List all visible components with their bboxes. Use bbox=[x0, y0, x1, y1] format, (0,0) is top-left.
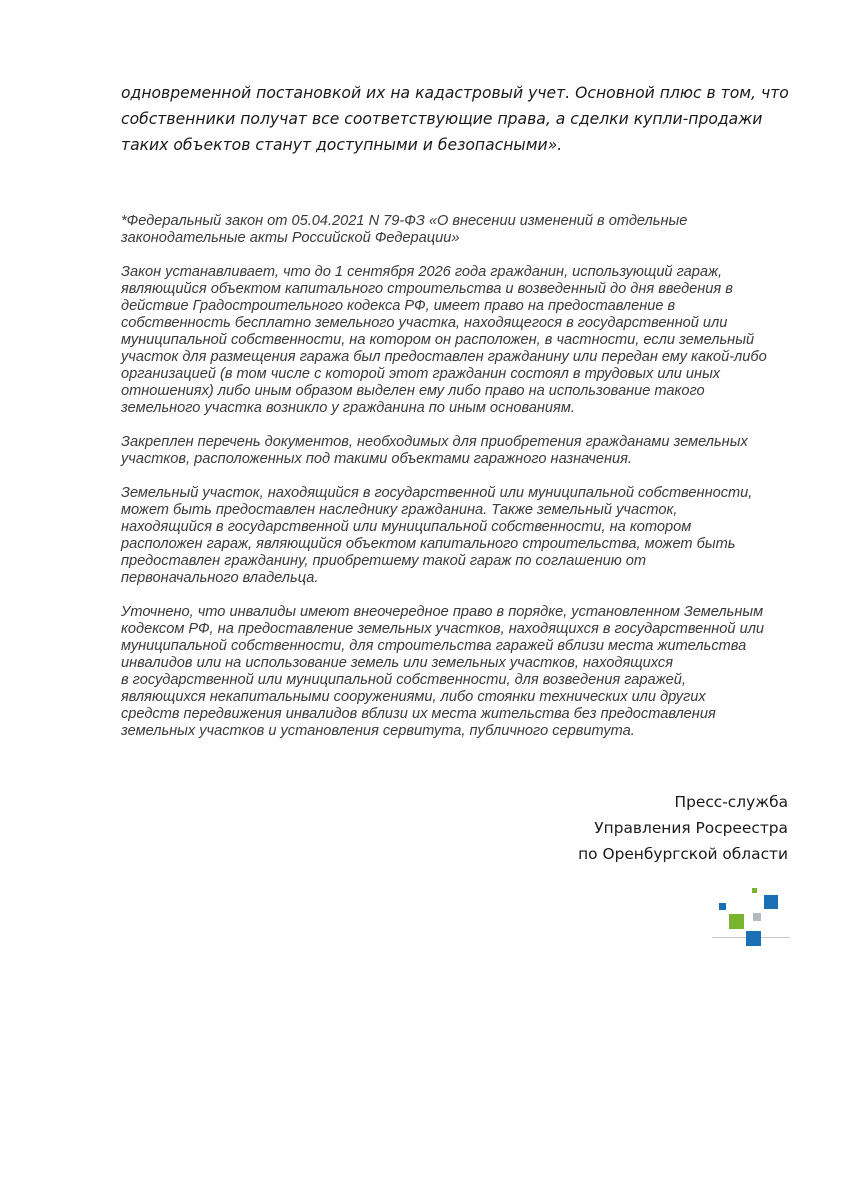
text-line: земельного участка возникло у гражданина по иным основаниям. bbox=[121, 400, 575, 416]
text-line: являющихся некапитальными сооружениями, либо стоянки технических или других bbox=[121, 689, 706, 705]
logo-square bbox=[729, 914, 744, 929]
footnote-paragraph bbox=[121, 434, 801, 468]
footnote-block bbox=[121, 213, 801, 740]
text-line: *Федеральный закон от 05.04.2021 N 79-ФЗ «О внесении изменений в отдельные bbox=[121, 213, 688, 229]
text-line: являющийся объектом капитального строительства и возведенный до дня введения в bbox=[121, 281, 733, 297]
signature-line: по Оренбургской области bbox=[578, 845, 788, 863]
text-line: участок для размещения гаража был предоставлен гражданину или передан ему какой-либо bbox=[121, 349, 767, 365]
text-line: кодексом РФ, на предоставление земельных участков, находящихся в государственной или bbox=[121, 621, 765, 637]
text-line: муниципальной собственности, для строительства гаражей вблизи места жительства bbox=[121, 638, 747, 654]
text-line: Уточнено, что инвалиды имеют внеочередное право в порядке, установленном Земельным bbox=[121, 604, 764, 620]
text-line: Закон устанавливает, что до 1 сентября 2026 года гражданин, использующий гараж, bbox=[121, 264, 723, 280]
text-line: муниципальной собственности, на котором он расположен, в частности, если земельный bbox=[121, 332, 755, 348]
text-line: инвалидов или на использование земель или земельных участков, находящихся bbox=[121, 655, 674, 671]
logo-square bbox=[746, 931, 761, 946]
text-line: собственность бесплатно земельного участка, находящегося в государственной или bbox=[121, 315, 728, 331]
press-service-signature bbox=[578, 789, 788, 867]
text-line: может быть предоставлен наследнику гражданина. Также земельный участок, bbox=[121, 502, 678, 518]
text-line: законодательные акты Российской Федерации» bbox=[121, 230, 460, 246]
text-line: земельных участков и установления сервитута, публичного сервитута. bbox=[121, 723, 635, 739]
lead-line: одновременной постановкой их на кадастровый учет. Основной плюс в том, что bbox=[121, 84, 789, 102]
text-line: находящийся в государственной или муниципальной собственности, на котором bbox=[121, 519, 692, 535]
text-line: расположен гараж, являющийся объектом капитального строительства, может быть bbox=[121, 536, 736, 552]
footnote-paragraph bbox=[121, 604, 801, 740]
logo-square bbox=[764, 895, 778, 909]
text-line: Земельный участок, находящийся в государственной или муниципальной собственности, bbox=[121, 485, 753, 501]
logo-square bbox=[752, 888, 757, 893]
signature-line: Управления Росреестра bbox=[594, 819, 788, 837]
rosreestr-logo-icon bbox=[706, 884, 792, 948]
text-line: участков, расположенных под такими объектами гаражного назначения. bbox=[121, 451, 632, 467]
text-line: действие Градостроительного кодекса РФ, имеет право на предоставление в bbox=[121, 298, 676, 314]
text-line: средств передвижения инвалидов вблизи их места жительства без предоставления bbox=[121, 706, 716, 722]
footnote-paragraph bbox=[121, 485, 801, 587]
text-line: в государственной или муниципальной собственности, для возведения гаражей, bbox=[121, 672, 686, 688]
footnote-paragraph bbox=[121, 264, 801, 417]
signature-line: Пресс-служба bbox=[674, 793, 788, 811]
lead-paragraph bbox=[121, 80, 801, 158]
lead-line: таких объектов станут доступными и безопасными». bbox=[121, 136, 563, 154]
text-line: предоставлен гражданину, приобретшему такой гараж по соглашению от bbox=[121, 553, 647, 569]
text-line: организацией (в том числе с которой этот гражданин состоял в трудовых или иных bbox=[121, 366, 721, 382]
logo-square bbox=[719, 903, 726, 910]
footnote-law-title bbox=[121, 213, 801, 247]
logo-square bbox=[753, 913, 761, 921]
text-line: Закреплен перечень документов, необходимых для приобретения гражданами земельных bbox=[121, 434, 748, 450]
text-line: первоначального владельца. bbox=[121, 570, 319, 586]
lead-line: собственники получат все соответствующие права, а сделки купли-продажи bbox=[121, 110, 763, 128]
text-line: отношениях) либо иным образом выделен ему либо право на использование такого bbox=[121, 383, 705, 399]
